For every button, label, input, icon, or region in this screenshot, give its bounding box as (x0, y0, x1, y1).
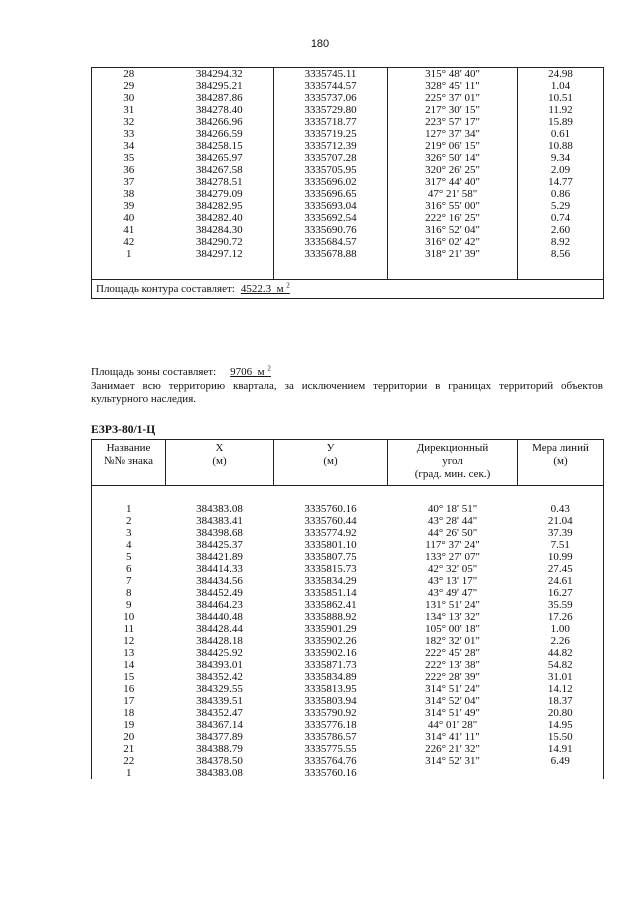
line-length: 8.56 (518, 248, 604, 260)
line-length: 14.91 (547, 743, 573, 755)
coord-y: 3335729.80 (274, 104, 388, 116)
header-point-name: Название №№ знака (92, 440, 166, 486)
coord-y: 3335834.89 (304, 671, 357, 683)
contour-area-label: Площадь контура составляет: (96, 283, 235, 295)
coord-x: 384258.15 (195, 140, 243, 152)
coord-x: 384434.56 (196, 575, 243, 587)
line-length: 15.89 (518, 116, 604, 128)
zone-area-value: 9706 м $^2$ (230, 364, 271, 378)
zone-info (91, 366, 603, 406)
coord-y: 3335760.16 (304, 503, 357, 515)
point-number: 32 (123, 116, 135, 128)
table-row (92, 236, 604, 248)
direction-angle: 217° 30' 15" (425, 104, 480, 116)
point-number: 9 (126, 599, 132, 611)
point-number: 11 (123, 623, 135, 635)
coord-y: 3335807.75 (304, 551, 357, 563)
table-row (92, 587, 604, 599)
coord-x: 384284.30 (195, 224, 243, 236)
coord-x: 384421.89 (196, 551, 243, 563)
line-length: 11.92 (518, 104, 604, 116)
table-row (92, 503, 604, 515)
point-number: 21 (123, 743, 135, 755)
line-length: 6.49 (550, 755, 570, 767)
coord-x: 384278.40 (195, 104, 243, 116)
direction-angle: 314° 52' 04" (425, 695, 480, 707)
direction-angle: 320° 26' 25" (425, 164, 480, 176)
header-x: X (м) (166, 440, 274, 486)
direction-angle (388, 767, 518, 779)
line-length: 0.43 (550, 503, 570, 515)
coord-y: 3335776.18 (304, 719, 357, 731)
point-number: 5 (126, 551, 132, 563)
line-length: 10.88 (518, 140, 604, 152)
coord-x: 384377.89 (196, 731, 243, 743)
point-number: 28 (123, 68, 135, 80)
point-number: 4 (126, 539, 132, 551)
coordinates-table-body (92, 68, 604, 261)
coord-y: 3335760.16 (304, 767, 357, 779)
line-length: 35.59 (547, 599, 573, 611)
coord-y: 3335696.02 (274, 176, 388, 188)
table-row (92, 116, 604, 128)
contour-area-row (92, 280, 604, 299)
direction-angle: 44° 26' 50" (427, 527, 478, 539)
table-row (92, 92, 604, 104)
table-row (92, 611, 604, 623)
direction-angle: 222° 45' 28" (425, 647, 480, 659)
table-spacer-row (92, 486, 604, 504)
coord-y: 3335707.28 (274, 152, 388, 164)
line-length: 14.12 (547, 683, 573, 695)
line-length: 8.92 (518, 236, 604, 248)
table-row (92, 539, 604, 551)
table-row (92, 248, 604, 260)
coord-y: 3335862.41 (304, 599, 357, 611)
point-number: 31 (123, 104, 135, 116)
table-row (92, 767, 604, 779)
coord-y: 3335790.92 (304, 707, 357, 719)
table-spacer-row (92, 260, 604, 280)
point-number: 20 (123, 731, 135, 743)
coordinates-table-body (92, 503, 604, 779)
line-length: 14.95 (547, 719, 573, 731)
header-direction-angle: Дирекционный угол (град. мин. сек.) (388, 440, 518, 486)
point-number: 12 (123, 635, 135, 647)
table-row (92, 551, 604, 563)
coord-x: 384414.33 (196, 563, 243, 575)
coord-x: 384278.51 (195, 176, 243, 188)
direction-angle: 222° 28' 39" (425, 671, 480, 683)
coord-x: 384428.18 (196, 635, 243, 647)
coord-y: 3335901.29 (304, 623, 357, 635)
coord-y: 3335764.76 (304, 755, 357, 767)
point-number: 10 (123, 611, 135, 623)
direction-angle: 226° 21' 32" (425, 743, 480, 755)
table-row (92, 200, 604, 212)
coord-x: 384265.97 (195, 152, 243, 164)
coord-x: 384425.37 (196, 539, 243, 551)
direction-angle: 314° 52' 31" (425, 755, 480, 767)
line-length: 2.26 (550, 635, 570, 647)
table-row (92, 755, 604, 767)
coord-x: 384383.41 (196, 515, 243, 527)
point-number: 1 (126, 503, 132, 515)
line-length: 2.09 (518, 164, 604, 176)
direction-angle: 318° 21' 39" (425, 248, 480, 260)
line-length: 31.01 (547, 671, 573, 683)
point-number: 30 (123, 92, 135, 104)
table-row (92, 68, 604, 81)
table-row (92, 635, 604, 647)
point-number: 2 (126, 515, 132, 527)
point-number: 18 (123, 707, 135, 719)
coord-x: 384428.44 (196, 623, 243, 635)
table-row (92, 743, 604, 755)
direction-angle: 225° 37' 01" (425, 92, 480, 104)
table-row (92, 104, 604, 116)
point-number: 17 (123, 695, 135, 707)
line-length: 0.74 (518, 212, 604, 224)
point-number: 38 (123, 188, 135, 200)
point-number: 15 (123, 671, 135, 683)
line-length: 21.04 (547, 515, 573, 527)
contour-area-value: 4522.3 м $^2$ (240, 281, 290, 295)
coord-y: 3335684.57 (274, 236, 388, 248)
line-length (518, 767, 604, 779)
direction-angle: 314° 51' 49" (425, 707, 480, 719)
coord-x: 384287.86 (195, 92, 243, 104)
table-row (92, 623, 604, 635)
coord-x: 384383.08 (196, 767, 243, 779)
zone-description: Занимает всю территорию квартала, за исключением территории в границах территорий объектов культурного наследия. (91, 380, 603, 405)
direction-angle: 316° 55' 00" (425, 200, 480, 212)
table-header-row (92, 440, 604, 486)
coord-y: 3335775.55 (304, 743, 357, 755)
table-row (92, 575, 604, 587)
point-number: 40 (123, 212, 135, 224)
coord-y: 3335902.26 (304, 635, 357, 647)
coord-x: 384267.58 (195, 164, 243, 176)
coord-y: 3335690.76 (274, 224, 388, 236)
direction-angle: 222° 13' 38" (425, 659, 480, 671)
point-number: 42 (123, 236, 135, 248)
direction-angle: 117° 37' 24" (425, 539, 480, 551)
line-length: 37.39 (547, 527, 573, 539)
coord-x: 384290.72 (195, 236, 243, 248)
coord-y: 3335705.95 (274, 164, 388, 176)
table-row (92, 599, 604, 611)
coord-y: 3335786.57 (304, 731, 357, 743)
direction-angle: 315° 48' 40" (425, 68, 480, 80)
table-row (92, 647, 604, 659)
line-length: 24.98 (518, 68, 604, 81)
point-number: 34 (123, 140, 135, 152)
direction-angle: 314° 41' 11" (425, 731, 480, 743)
table-row (92, 152, 604, 164)
page-number: 180 (310, 38, 330, 50)
coord-x: 384378.50 (196, 755, 243, 767)
direction-angle: 43° 13' 17" (427, 575, 478, 587)
line-length: 10.99 (547, 551, 573, 563)
coord-y: 3335693.04 (274, 200, 388, 212)
point-number: 1 (126, 767, 132, 779)
coord-x: 384266.96 (195, 116, 243, 128)
point-number: 41 (123, 224, 135, 236)
direction-angle: 219° 06' 15" (425, 140, 480, 152)
coord-x: 384352.42 (196, 671, 243, 683)
coord-x: 384425.92 (196, 647, 243, 659)
direction-angle: 314° 51' 24" (425, 683, 480, 695)
line-length: 7.51 (550, 539, 570, 551)
line-length: 0.86 (518, 188, 604, 200)
coord-y: 3335696.65 (274, 188, 388, 200)
coord-y: 3335801.10 (304, 539, 357, 551)
direction-angle: 222° 16' 25" (425, 212, 480, 224)
coordinates-table-continued (91, 67, 603, 299)
direction-angle: 317° 44' 40" (425, 176, 480, 188)
direction-angle: 328° 45' 11" (425, 80, 480, 92)
direction-angle: 182° 32' 01" (425, 635, 480, 647)
direction-angle: 44° 01' 28" (427, 719, 478, 731)
coord-y: 3335871.73 (304, 659, 357, 671)
coord-y: 3335851.14 (304, 587, 357, 599)
line-length: 16.27 (547, 587, 573, 599)
coord-x: 384393.01 (196, 659, 243, 671)
coord-y: 3335813.95 (304, 683, 357, 695)
coord-x: 384339.51 (196, 695, 243, 707)
point-number: 29 (123, 80, 135, 92)
coord-y: 3335888.92 (304, 611, 357, 623)
coord-x: 384398.68 (196, 527, 243, 539)
table-row (92, 164, 604, 176)
coord-y: 3335678.88 (274, 248, 388, 260)
point-number: 6 (126, 563, 132, 575)
table-row (92, 212, 604, 224)
point-number: 36 (123, 164, 135, 176)
line-length: 1.00 (550, 623, 570, 635)
direction-angle: 127° 37' 34" (425, 128, 480, 140)
coord-y: 3335719.25 (274, 128, 388, 140)
zone-area-label: Площадь зоны составляет: (91, 366, 217, 378)
table-row (92, 719, 604, 731)
direction-angle: 223° 57' 17" (425, 116, 480, 128)
point-number: 37 (123, 176, 135, 188)
point-number: 35 (123, 152, 135, 164)
direction-angle: 47° 21' 58" (427, 188, 478, 200)
point-number: 19 (123, 719, 135, 731)
line-length: 24.61 (547, 575, 573, 587)
coord-x: 384294.32 (195, 68, 243, 80)
line-length: 9.34 (518, 152, 604, 164)
coord-x: 384295.21 (195, 80, 243, 92)
header-y: У (м) (274, 440, 388, 486)
coord-x: 384352.47 (196, 707, 243, 719)
direction-angle: 43° 49' 47" (427, 587, 478, 599)
table-row (92, 176, 604, 188)
table-row (92, 224, 604, 236)
table-row (92, 683, 604, 695)
coord-x: 384329.55 (196, 683, 243, 695)
coordinates-table-ezrz (91, 439, 603, 779)
coord-y: 3335834.29 (304, 575, 357, 587)
coord-x: 384297.12 (195, 248, 243, 260)
table-row (92, 80, 604, 92)
line-length: 1.04 (518, 80, 604, 92)
coord-y: 3335902.16 (304, 647, 357, 659)
direction-angle: 131° 51' 24" (425, 599, 480, 611)
coord-y: 3335718.77 (274, 116, 388, 128)
table-row (92, 140, 604, 152)
point-number: 3 (126, 527, 132, 539)
coord-y: 3335774.92 (304, 527, 357, 539)
line-length: 17.26 (547, 611, 573, 623)
point-number: 22 (123, 755, 135, 767)
line-length: 20.80 (547, 707, 573, 719)
point-number: 39 (123, 200, 135, 212)
table-row (92, 707, 604, 719)
coord-x: 384279.09 (195, 188, 243, 200)
line-length: 54.82 (547, 659, 573, 671)
coord-x: 384440.48 (196, 611, 243, 623)
direction-angle: 326° 50' 14" (425, 152, 480, 164)
point-number: 7 (126, 575, 132, 587)
direction-angle: 316° 52' 04" (425, 224, 480, 236)
point-number: 14 (123, 659, 135, 671)
table-row (92, 527, 604, 539)
coord-y: 3335745.11 (274, 68, 388, 81)
direction-angle: 42° 32' 05" (427, 563, 478, 575)
direction-angle: 316° 02' 42" (425, 236, 480, 248)
line-length: 44.82 (547, 647, 573, 659)
coord-x: 384452.49 (196, 587, 243, 599)
line-length: 27.45 (547, 563, 573, 575)
point-number: 33 (123, 128, 135, 140)
coord-x: 384282.40 (195, 212, 243, 224)
coord-x: 384282.95 (195, 200, 243, 212)
direction-angle: 43° 28' 44" (427, 515, 478, 527)
coord-x: 384266.59 (195, 128, 243, 140)
table-row (92, 671, 604, 683)
point-number: 1 (126, 248, 132, 260)
direction-angle: 40° 18' 51" (427, 503, 478, 515)
coord-x: 384383.08 (196, 503, 243, 515)
table-row (92, 128, 604, 140)
line-length: 10.51 (518, 92, 604, 104)
coord-y: 3335815.73 (304, 563, 357, 575)
coord-x: 384388.79 (196, 743, 243, 755)
coord-x: 384464.23 (196, 599, 243, 611)
table-row (92, 731, 604, 743)
line-length: 18.37 (547, 695, 573, 707)
direction-angle: 105° 00' 18" (425, 623, 480, 635)
zone-code-title: ЕЗРЗ-80/1-Ц (91, 424, 156, 436)
coord-y: 3335712.39 (274, 140, 388, 152)
coord-y: 3335737.06 (274, 92, 388, 104)
table-row (92, 515, 604, 527)
header-line-length: Мера линий (м) (518, 440, 604, 486)
coord-y: 3335760.44 (304, 515, 357, 527)
point-number: 13 (123, 647, 135, 659)
table-row (92, 659, 604, 671)
coord-x: 384367.14 (196, 719, 243, 731)
direction-angle: 134° 13' 32" (425, 611, 480, 623)
point-number: 16 (123, 683, 135, 695)
line-length: 5.29 (518, 200, 604, 212)
coord-y: 3335744.57 (274, 80, 388, 92)
point-number: 8 (126, 587, 132, 599)
line-length: 14.77 (518, 176, 604, 188)
line-length: 15.50 (547, 731, 573, 743)
table-row (92, 563, 604, 575)
coord-y: 3335803.94 (304, 695, 357, 707)
coord-y: 3335692.54 (274, 212, 388, 224)
table-row (92, 695, 604, 707)
direction-angle: 133° 27' 07" (425, 551, 480, 563)
line-length: 2.60 (518, 224, 604, 236)
table-row (92, 188, 604, 200)
line-length: 0.61 (518, 128, 604, 140)
